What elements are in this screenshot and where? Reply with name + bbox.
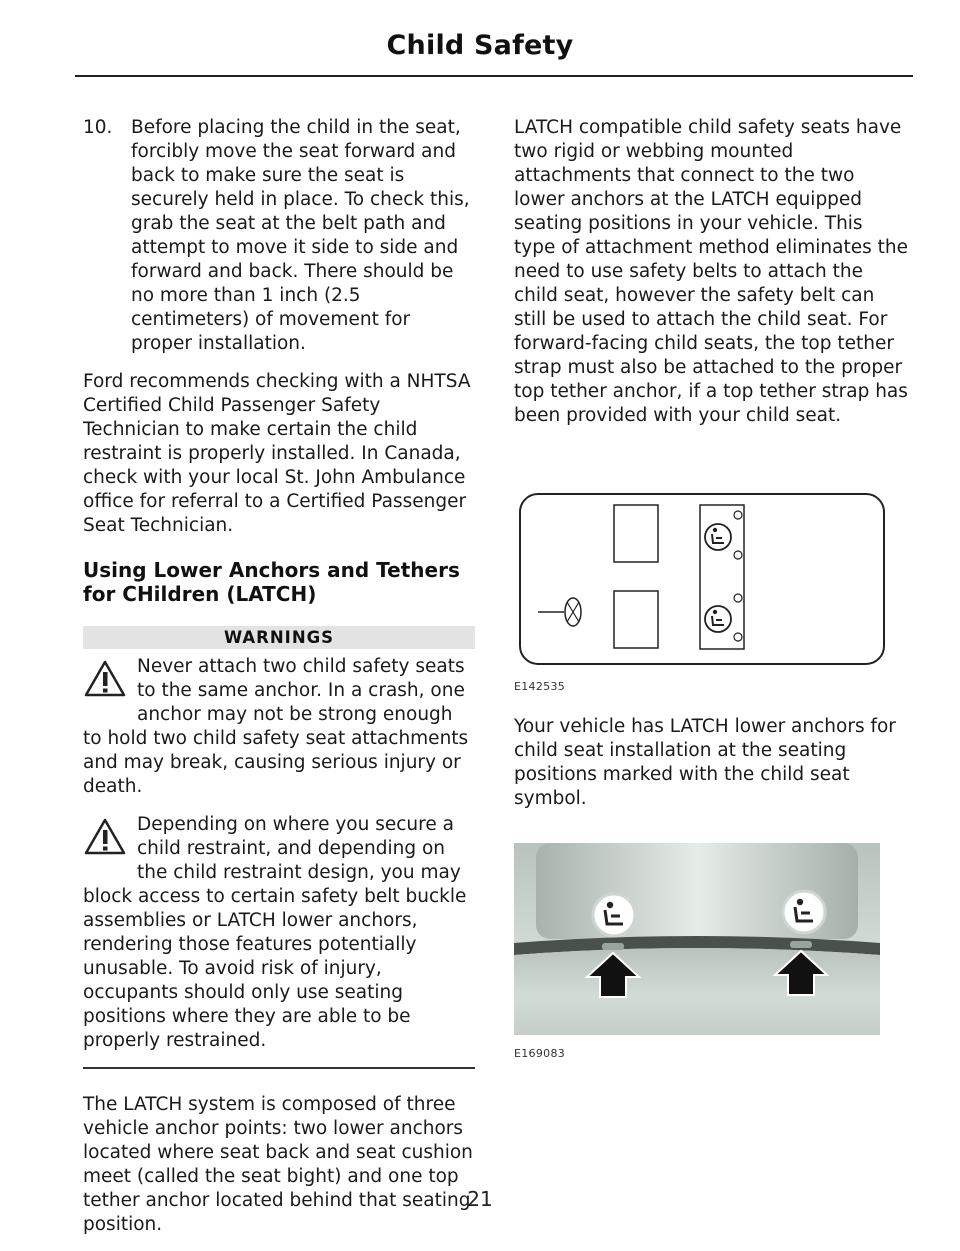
page-title: Child Safety (386, 30, 574, 61)
figure-2-caption: E169083 (514, 1047, 566, 1060)
seat-layout-diagram (514, 490, 886, 668)
seat-layout-figure (514, 490, 908, 693)
right-column (514, 116, 908, 1060)
child-seat-icon (783, 891, 825, 933)
step-item (83, 116, 475, 356)
child-seat-icon (705, 524, 731, 550)
step-text: Before placing the child in the seat, forcibly move the seat forward and back to make sure the seat is securely held in place. To check this, grab the seat at the belt path and attempt to move it side to side and forward and back. There should be no more than 1 inch (2.5 centimeters) of movement for proper installation. (131, 117, 470, 354)
latch-system-paragraph: The LATCH system is composed of three vehicle anchor points: two lower anchors located where seat back and seat cushion meet (called the seat bight) and one top tether anchor located behind that seating position. (83, 1093, 473, 1235)
latch-compatible-paragraph: LATCH compatible child safety seats have two rigid or webbing mounted attachments that connect to the two lower anchors at the LATCH equipped seating positions in your vehicle. This type of attachment method eliminates the need to use safety belts to attach the child seat, however the safety belt can still be used to attach the child seat. For forward-facing child seats, the top tether strap must also be attached to the proper top tether anchor, if a top tether strap has been provided with your child seat. (514, 117, 908, 426)
section-heading (83, 558, 475, 606)
warning-triangle-icon (83, 659, 133, 709)
figure-1-caption: E142535 (514, 680, 566, 693)
header-divider (75, 75, 913, 77)
warnings-end-divider (83, 1067, 475, 1069)
anchor-photo-figure (514, 843, 908, 1060)
warning-2 (83, 813, 475, 1053)
page-number: 21 (467, 1187, 493, 1211)
steering-wheel-icon (565, 598, 581, 626)
section-heading-line2: for CHildren (LATCH) (83, 582, 317, 606)
nhtsa-paragraph: Ford recommends checking with a NHTSA Certified Child Passenger Safety Technician to make certain the child restraint is properly installed. In Canada, check with your local St. John Ambulance office for referral to a Certified Passenger Seat Technician. (83, 371, 471, 536)
step-number: 10. (83, 117, 113, 138)
warning-triangle-icon (83, 817, 133, 867)
left-column (83, 116, 475, 1251)
section-heading-line1: Using Lower Anchors and Tethers (83, 558, 460, 582)
warning-1-text: Never attach two child safety seats to the same anchor. In a crash, one anchor may not be strong enough to hold two child safety seat attachments and may break, causing serious injury or death. (83, 656, 469, 797)
child-seat-icon (593, 894, 635, 936)
warning-1 (83, 655, 475, 799)
child-seat-icon (705, 606, 731, 632)
anchor-photo (514, 843, 880, 1035)
lower-anchors-paragraph: Your vehicle has LATCH lower anchors for child seat installation at the seating positions marked with the child seat symbol. (514, 716, 896, 809)
warning-2-text: Depending on where you secure a child restraint, and depending on the child restraint design, you may block access to certain safety belt buckle assemblies or LATCH lower anchors, rendering those features potentially unusable. To avoid risk of injury, occupants should only use seating positions where they are able to be properly restrained. (83, 814, 467, 1051)
warnings-banner: WARNINGS (83, 626, 475, 649)
